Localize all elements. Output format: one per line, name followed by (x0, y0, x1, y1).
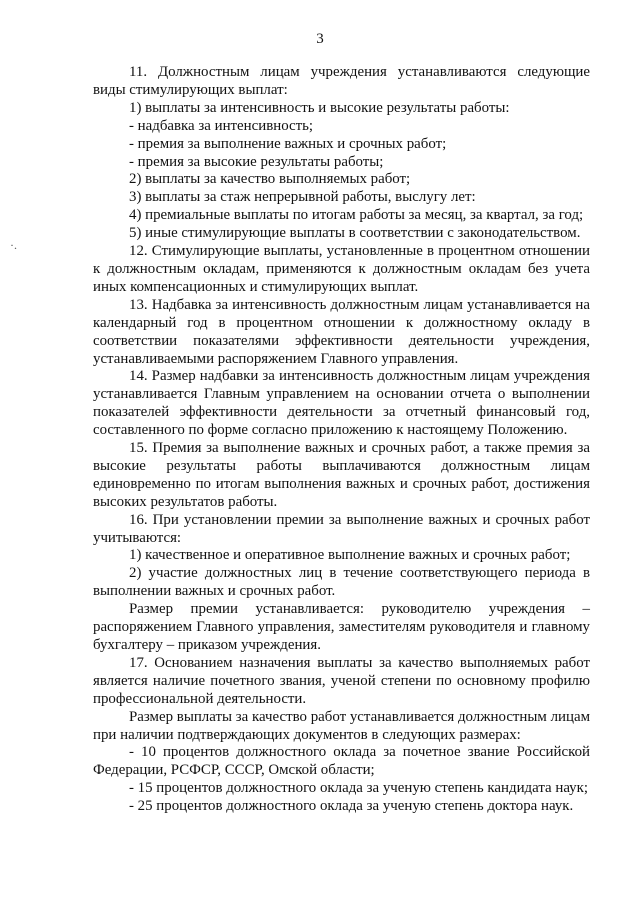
list-item-5: 5) иные стимулирующие выплаты в соответствии с законодательством. (129, 225, 581, 242)
list-subitem: - надбавка за интенсивность; (129, 117, 314, 134)
paragraph-premium-size: Размер премии устанавливается: руководителю учреждения – распоряжением Главного управления, заместителям руководителя и главному бухгалтеру – приказом учреждения. (93, 601, 590, 653)
list-item-2: 2) участие должностных лиц в течение соответствующего периода в выполнении важных и срочных работ. (93, 565, 590, 600)
document-body (93, 64, 590, 816)
list-subitem: - 25 процентов должностного оклада за ученую степень доктора наук. (129, 798, 574, 815)
list-subitem: - 10 процентов должностного оклада за почетное звание Российской Федерации, РСФСР, СССР, Омской области; (93, 744, 590, 779)
paragraph-16: 16. При установлении премии за выполнение важных и срочных работ учитываются: (93, 511, 590, 546)
list-subitem: - 15 процентов должностного оклада за ученую степень кандидата наук; (129, 780, 588, 797)
list-subitem: - премия за высокие результаты работы; (129, 153, 384, 170)
paragraph-15: 15. Премия за выполнение важных и срочных работ, а также премия за высокие результаты работы выплачиваются должностным лицам единовременно по итогам выполнения важных и срочных работ, достижения высоких результатов работы. (93, 440, 590, 510)
paragraph-11: 11. Должностным лицам учреждения устанавливаются следующие виды стимулирующих выплат: (93, 64, 590, 98)
list-item-3: 3) выплаты за стаж непрерывной работы, выслугу лет: (129, 189, 476, 206)
paragraph-17: 17. Основанием назначения выплаты за качество выполняемых работ является наличие почетного звания, ученой степени по основному профилю профессиональной деятельности. (93, 654, 590, 707)
stray-scan-mark: ·. (10, 238, 17, 252)
list-item-1: 1) выплаты за интенсивность и высокие результаты работы: (129, 99, 510, 116)
page-number: 3 (316, 31, 324, 47)
list-item-2: 2) выплаты за качество выполняемых работ; (129, 171, 411, 188)
paragraph-14: 14. Размер надбавки за интенсивность должностным лицам учреждения устанавливается Главным управлением на основании отчета о выполнении показателей эффективности деятельности за отчетный финансовый год, составленного по форме согласно приложению к настоящему Положению. (93, 368, 590, 439)
paragraph-quality-size: Размер выплаты за качество работ устанавливается должностным лицам при наличии подтверждающих документов в следующих размерах: (93, 708, 590, 743)
list-item-1: 1) качественное и оперативное выполнение важных и срочных работ; (129, 547, 571, 564)
list-subitem: - премия за выполнение важных и срочных работ; (129, 135, 447, 152)
paragraph-12: 12. Стимулирующие выплаты, установленные в процентном отношении к должностным окладам, применяются к должностным окладам без учета иных компенсационных и стимулирующих выплат. (93, 243, 590, 295)
list-item-4: 4) премиальные выплаты по итогам работы за месяц, за квартал, за год; (129, 207, 584, 224)
paragraph-13: 13. Надбавка за интенсивность должностным лицам устанавливается на календарный год в процентном отношении к должностному окладу в соответствии показателями эффективности деятельности учреждения, устанавливаемыми распоряжением Главного управления. (93, 296, 590, 367)
